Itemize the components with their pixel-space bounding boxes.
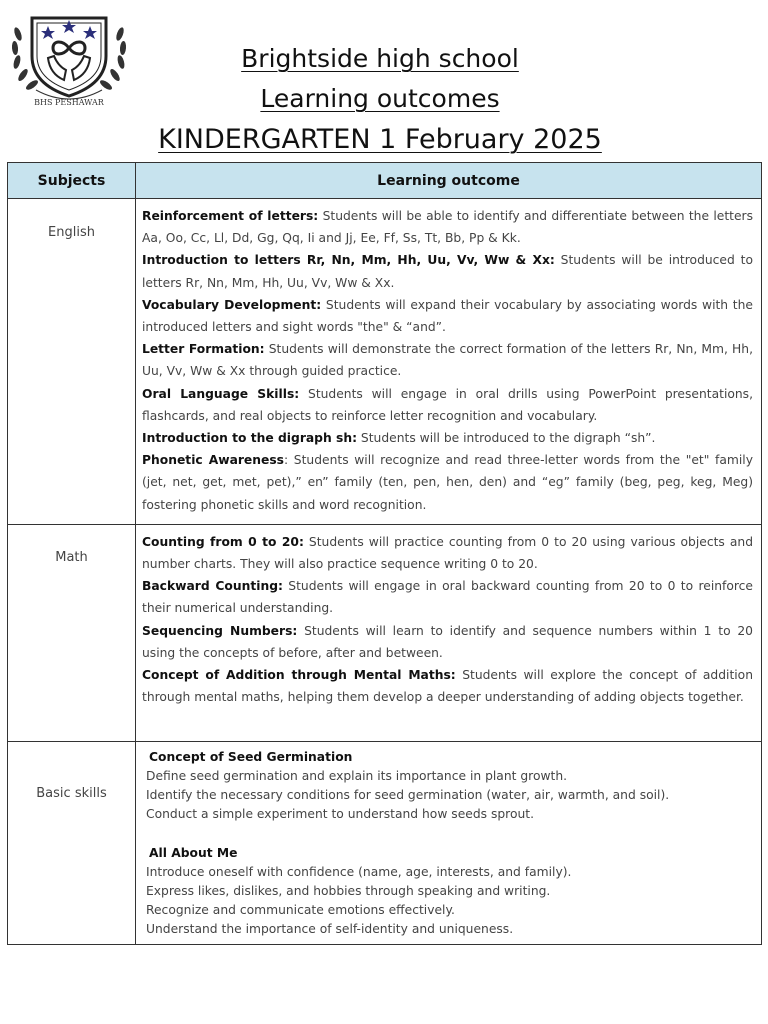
subject-cell: [8, 741, 136, 944]
list-item: Recognize and communicate emotions effectively.: [146, 903, 455, 918]
list-item: Define seed germination and explain its importance in plant growth.: [146, 769, 568, 784]
outcome-text: Students will explore the concept of addition through mental maths, helping them develop a deeper understanding of adding objects together.: [142, 668, 753, 705]
column-header-learning-outcome: Learning outcome: [136, 163, 762, 199]
subject-cell: [8, 199, 136, 525]
outcome-text: Students will engage in oral backward counting from 20 to 0 to reinforce their numerical understanding.: [142, 579, 753, 616]
outcome-heading: Counting from 0 to 20:: [142, 534, 304, 549]
outcome-heading: Backward Counting:: [142, 579, 283, 594]
outcome-heading: Introduction to the digraph sh:: [142, 431, 358, 446]
section-heading-seed-germination: Concept of Seed Germination: [149, 749, 353, 764]
outcome-item: [142, 531, 753, 575]
school-name: Brightside high school: [241, 44, 519, 73]
list-item: Express likes, dislikes, and hobbies through speaking and writing.: [146, 884, 551, 899]
spacer: [146, 825, 753, 844]
outcome-item: [142, 664, 753, 708]
outcome-heading: Concept of Addition through Mental Maths:: [142, 668, 456, 683]
table-row-basic-skills: [8, 741, 762, 944]
column-header-subjects: Subjects: [8, 163, 136, 199]
list-item: Introduce oneself with confidence (name, age, interests, and family).: [146, 864, 572, 879]
list-item: Understand the importance of self-identity and uniqueness.: [146, 922, 514, 937]
outcome-cell-english: [136, 199, 762, 525]
outcome-heading: Introduction to letters Rr, Nn, Mm, Hh, Uu, Vv, Ww & Xx:: [142, 253, 555, 268]
outcome-heading: Sequencing Numbers:: [142, 623, 298, 638]
outcome-heading: Phonetic Awareness: [142, 453, 285, 468]
document-title: Learning outcomes: [260, 84, 500, 113]
school-logo: [8, 4, 130, 108]
subject-name-math: Math: [55, 549, 88, 565]
outcome-item: [142, 620, 753, 664]
learning-outcomes-table: [7, 162, 762, 945]
outcome-text: : Students will recognize and read three-letter words from the "et" family (jet, net, get, met, pet),” en” family (ten, pen, hen, den) and “eg” family (beg, peg, keg, Meg) fostering phonetic skills and word recognition.: [142, 453, 753, 512]
subject-name-english: English: [48, 225, 95, 240]
outcome-text: Students will practice counting from 0 to 20 using various objects and number charts. They will also practice sequence writing 0 to 20.: [142, 534, 753, 572]
outcome-text: Students will engage in oral drills using PowerPoint presentations, flashcards, and real objects to reinforce letter recognition and vocabulary.: [142, 386, 753, 423]
outcome-text: Students will demonstrate the correct formation of the letters Rr, Nn, Mm, Hh, Uu, Vv, Ww & Xx through guided practice.: [142, 342, 753, 379]
outcome-text: Students will be able to identify and differentiate between the letters Aa, Oo, Cc, Ll, Dd, Gg, Qq, Ii and Jj, Ee, Ff, Ss, Tt, Bb, Pp & Kk.: [142, 209, 754, 246]
outcome-item: [142, 575, 753, 619]
outcome-text: Students will be introduced to the digraph “sh”.: [357, 431, 656, 446]
subject-name-basic-skills: Basic skills: [36, 785, 107, 801]
outcome-item: [142, 383, 753, 427]
table-row-math: [8, 524, 762, 741]
subject-cell: [8, 524, 136, 741]
outcome-item: [142, 338, 753, 382]
table-row-english: [8, 199, 762, 525]
list-item: Identify the necessary conditions for seed germination (water, air, warmth, and soil).: [146, 788, 670, 803]
outcome-text: Students will be introduced to letters Rr, Nn, Mm, Hh, Uu, Vv, Ww & Xx.: [142, 253, 753, 290]
outcome-cell-math: [136, 524, 762, 741]
logo-text: BHS PESHAWAR: [34, 98, 104, 107]
outcome-text: Students will expand their vocabulary by associating words with the introduced letters and sight words "the" & “and”.: [142, 297, 753, 335]
outcome-item: [142, 249, 753, 293]
outcome-heading: Reinforcement of letters:: [142, 209, 319, 223]
outcome-item: [142, 449, 753, 516]
outcome-heading: Oral Language Skills:: [142, 386, 300, 401]
outcome-item: [142, 205, 753, 249]
list-item: Conduct a simple experiment to understand how seeds sprout.: [146, 807, 535, 822]
outcome-heading: Letter Formation:: [142, 342, 265, 357]
table-header-row: [8, 163, 762, 199]
class-period: KINDERGARTEN 1 February 2025: [158, 124, 602, 155]
outcome-cell-basic-skills: [136, 741, 762, 944]
section-heading-all-about-me: All About Me: [149, 845, 238, 860]
outcome-item: [142, 294, 753, 338]
outcome-item: [142, 427, 753, 449]
outcome-heading: Vocabulary Development:: [142, 297, 322, 312]
outcome-text: Students will learn to identify and sequence numbers within 1 to 20 using the concepts of before, after and between.: [142, 623, 753, 660]
